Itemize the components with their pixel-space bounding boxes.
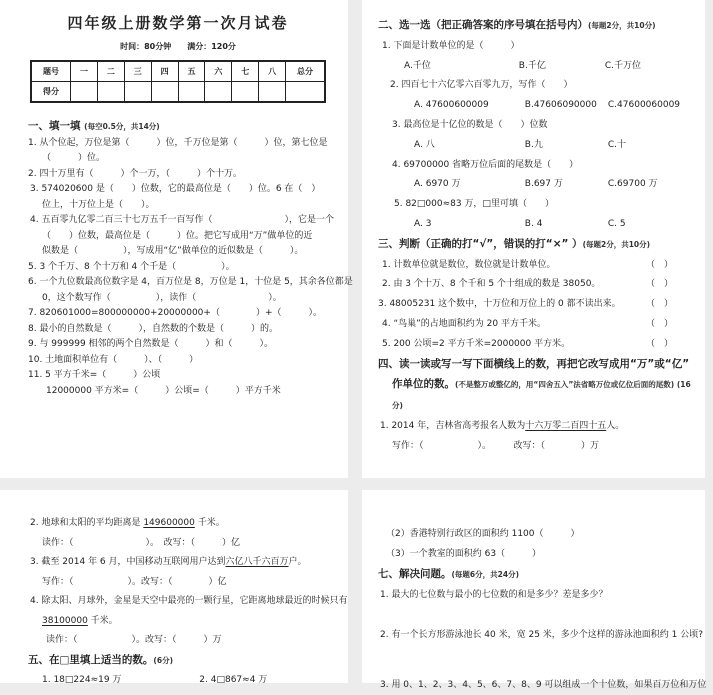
- text-segment: 1. 2014 年，吉林省高考报名人数为: [380, 420, 526, 431]
- text-segment: 户。: [288, 557, 307, 567]
- underlined-text: 六亿八千六百万: [225, 557, 289, 567]
- text-line: 12000000 平方米=（ ）公顷=（ ）平方千米: [46, 385, 281, 396]
- score-table-cell: 三: [124, 61, 151, 82]
- text-line: 写作：（ ）。改写：（ ）亿: [42, 576, 227, 587]
- text-line: 2. 四百七十六亿零六百零九万，写作（ ）: [390, 80, 573, 91]
- option-item: B.697 万: [524, 179, 563, 190]
- text-segment: 4. “鸟巢”的占地面积约为 20 平方千米。: [382, 318, 546, 329]
- text-segment: 五、在□里填上适当的数。: [28, 653, 154, 666]
- score-table-empty-cell: [286, 82, 326, 103]
- text-line: 10. 土地面积单位有（ ）、（ ）: [28, 354, 199, 365]
- text-line: [378, 335, 691, 355]
- section-header: [378, 375, 691, 396]
- text-line: 9. 与 999999 相邻的两个自然数是（ ）和（ ）。: [28, 339, 274, 349]
- option-item: A. 3: [414, 218, 432, 229]
- text-line: （2）香港特别行政区的面积约 1100（ ）: [386, 529, 580, 539]
- text-line: 0，这个数写作（ ），读作（ ）。: [42, 292, 282, 303]
- score-table: [30, 60, 326, 103]
- text-line: 读作：（ ）。 改写：（ ）亿: [42, 537, 241, 548]
- text-line: 3. 用 0、1、2、3、4、5、6、7、8、9 可以组成一个十位数，如果百万位和万位: [380, 680, 707, 690]
- text-line: 2. 四十万里有（ ）个一万，（ ）个十万。: [28, 168, 242, 179]
- score-table-cell: 八: [259, 61, 286, 82]
- text-segment: 千米。: [194, 518, 225, 528]
- option-item: A. 47600600009: [414, 100, 489, 111]
- page-2-content: [378, 16, 691, 457]
- underlined-text: 149600000: [143, 518, 195, 528]
- text-line: [378, 295, 691, 315]
- text-line: 3. 574020600 是（ ）位数，它的最高位是（ ）位。6 在（ ）: [30, 184, 321, 194]
- score-table-cell: 得分: [31, 82, 71, 103]
- section-header: [378, 564, 691, 585]
- score-table-empty-cell: [151, 82, 178, 103]
- score-table-empty-cell: [71, 82, 98, 103]
- score-table-cell: 总分: [286, 61, 326, 82]
- text-segment: 作单位的数。: [392, 378, 455, 391]
- option-item: C.47600060009: [607, 100, 681, 111]
- text-line: 6. 一个九位数最高位数字是 4，百万位是 8，万位是 1，十位是 5，其余各位都是: [28, 277, 353, 287]
- text-line: 读作：（ ）。改写：（ ）万: [46, 635, 222, 645]
- exam-meta: 时间：80分钟 满分：120分: [120, 42, 236, 51]
- option-item: A. 八: [414, 139, 435, 150]
- text-segment: 1. 计数单位就是数位，数位就是计数单位。: [382, 259, 556, 270]
- text-line: [28, 514, 328, 534]
- text-line: [378, 96, 691, 116]
- page-3: [0, 490, 348, 683]
- section-header: [28, 119, 328, 136]
- text-segment: 一、填一填: [28, 120, 85, 132]
- text-line: 3. 最高位是十亿位的数是（ ）位数: [392, 119, 548, 130]
- text-segment: 二、选一选（把正确答案的序号填在括号内）: [378, 19, 588, 31]
- text-line: 8. 最小的自然数是（ ），自然数的个数是（ ）的。: [28, 323, 278, 334]
- page-1-content: [28, 119, 353, 399]
- text-line: 似数是（ ），写成用“亿”做单位的近似数是（ ）。: [42, 246, 304, 256]
- text-line: 4. 五百零九亿零二百三十七万五千一百写作（ ），它是一个: [30, 215, 334, 225]
- text-line: 2. 有一个长方形游泳池长 40 米，宽 25 米，多少个这样的游泳池面积约 1 公顷?: [380, 630, 704, 640]
- text-segment: 5. 200 公顷=2 平方千米=2000000 平方米。: [382, 338, 571, 349]
- option-item: B.九: [524, 139, 543, 150]
- page-title: 四年级上册数学第一次月试卷: [67, 14, 289, 32]
- text-segment: (6分): [153, 655, 173, 665]
- section-header: [28, 651, 328, 672]
- page-3-content: [28, 514, 348, 691]
- text-line: 5. 3 个千万、8 个十万和 4 个千是（ ）。: [28, 261, 235, 272]
- text-line: [28, 671, 328, 691]
- page-4-content: [378, 524, 707, 695]
- score-table-cell: 一: [71, 61, 98, 82]
- text-line: [378, 275, 691, 295]
- text-line: （3）一个教室的面积约 63（ ）: [386, 549, 542, 559]
- score-table-cell: 六: [205, 61, 232, 82]
- text-line: [378, 256, 691, 276]
- section-header: [378, 355, 691, 376]
- option-item: B.47606090000: [524, 100, 597, 111]
- text-line: [378, 215, 691, 235]
- text-segment: (每空0.5分，共14分): [84, 122, 160, 131]
- text-line: 4. 除太阳、月球外，金星是天空中最亮的一颗行星，它距离地球最近的时候只有: [30, 596, 348, 606]
- score-table-cell: 七: [232, 61, 259, 82]
- page-1: [0, 0, 353, 478]
- text-segment: 分): [392, 401, 403, 411]
- option-item: A.千位: [404, 60, 431, 71]
- score-table-empty-cell: [178, 82, 205, 103]
- option-item: B.千亿: [518, 60, 546, 71]
- answer-brackets: （ ）: [645, 318, 673, 329]
- answer-brackets: （ ）: [645, 259, 673, 270]
- text-line: [28, 553, 328, 573]
- text-line: 11. 5 平方千米=（ ）公顷: [28, 370, 161, 380]
- text-segment: 3. 48005231 这个数中，十万位和万位上的 0 都不读出来。: [378, 299, 621, 310]
- text-line: 5. 82□000≈83 万，□里可填（ ）: [394, 199, 554, 210]
- text-line: [378, 315, 691, 335]
- score-table-empty-cell: [97, 82, 124, 103]
- score-table-row: [31, 61, 325, 82]
- text-line: （ ）位数，最高位是（ ）位。把它写成用“万”做单位的近: [42, 230, 313, 241]
- score-table-empty-cell: [259, 82, 286, 103]
- text-segment: (每题2分，共10分): [588, 21, 656, 30]
- text-line: 写作：（ ）。 改写：（ ）万: [392, 440, 600, 451]
- answer-brackets: （ ）: [645, 299, 673, 310]
- text-line: [378, 175, 691, 195]
- score-table-body: [31, 61, 325, 102]
- text-segment: 四、读一读或写一写下面横线上的数，再把它改写成用“万”或“亿”: [378, 357, 690, 370]
- text-line: [28, 612, 328, 632]
- score-table-empty-cell: [124, 82, 151, 103]
- score-table-cell: 二: [97, 61, 124, 82]
- text-segment: (每题6分，共24分): [451, 570, 520, 579]
- option-item: C.十: [607, 139, 627, 150]
- underlined-text: 十六万零二百四十五: [525, 420, 607, 431]
- section-header: [378, 396, 691, 417]
- text-segment: 3. 截至 2014 年 6 月，中国移动互联网用户达到: [30, 557, 226, 567]
- option-item: B. 4: [524, 218, 543, 229]
- option-item: A. 6970 万: [414, 179, 461, 190]
- text-line: [378, 136, 691, 156]
- score-table-cell: 四: [151, 61, 178, 82]
- page-4: [362, 490, 707, 690]
- text-segment: (每题2分，共10分): [582, 239, 651, 249]
- text-segment: 千米。: [87, 615, 118, 626]
- option-item: C.千万位: [604, 60, 642, 71]
- score-table-empty-cell: [232, 82, 259, 103]
- option-item: C.69700 万: [607, 179, 658, 190]
- text-segment: 人。: [606, 420, 625, 431]
- text-line: （ ）位。: [42, 153, 106, 163]
- text-line: [378, 417, 691, 437]
- option-item: 2. 4□867≈4 万: [199, 675, 268, 685]
- section-header: [378, 16, 691, 37]
- text-segment: 2. 由 3 个十万、8 个千和 5 个十组成的数是 38050。: [382, 279, 601, 290]
- text-segment: 三、判断（正确的打“√”，错误的打“×” ）: [378, 237, 583, 250]
- score-table-cell: 题号: [31, 61, 71, 82]
- answer-brackets: （ ）: [645, 338, 673, 349]
- text-segment: 2. 地球和太阳的平均距离是: [30, 518, 144, 528]
- text-segment: 七、解决问题。: [378, 568, 452, 580]
- score-table-empty-cell: [205, 82, 232, 103]
- text-line: 1. 从个位起，万位是第（ ）位，千万位是第（ ）位，第七位是: [28, 137, 328, 148]
- text-line: 4. 69700000 省略万位后面的尾数是（ ）: [392, 159, 579, 170]
- page-2: [362, 0, 705, 478]
- option-item: C. 5: [607, 218, 626, 229]
- text-line: [378, 57, 691, 77]
- section-header: [378, 235, 691, 256]
- underlined-text: 38100000: [42, 615, 88, 626]
- option-item: 1. 18□224≈19 万: [42, 675, 122, 685]
- score-table-row: [31, 82, 325, 103]
- answer-brackets: （ ）: [645, 279, 673, 290]
- text-line: 位上，十万位上是（ ）。: [42, 199, 155, 210]
- score-table-cell: 五: [178, 61, 205, 82]
- text-line: 1. 最大的七位数与最小的七位数的和是多少？差是多少？: [380, 590, 608, 600]
- text-segment: (不是整万或整亿的，用“四舍五入”法省略万位或亿位后面的尾数) (16: [455, 380, 691, 390]
- text-line: 7. 820601000=800000000+20000000+（ ）+（ ）。: [28, 308, 322, 318]
- text-line: 1. 下面是计数单位的是（ ）: [382, 40, 520, 51]
